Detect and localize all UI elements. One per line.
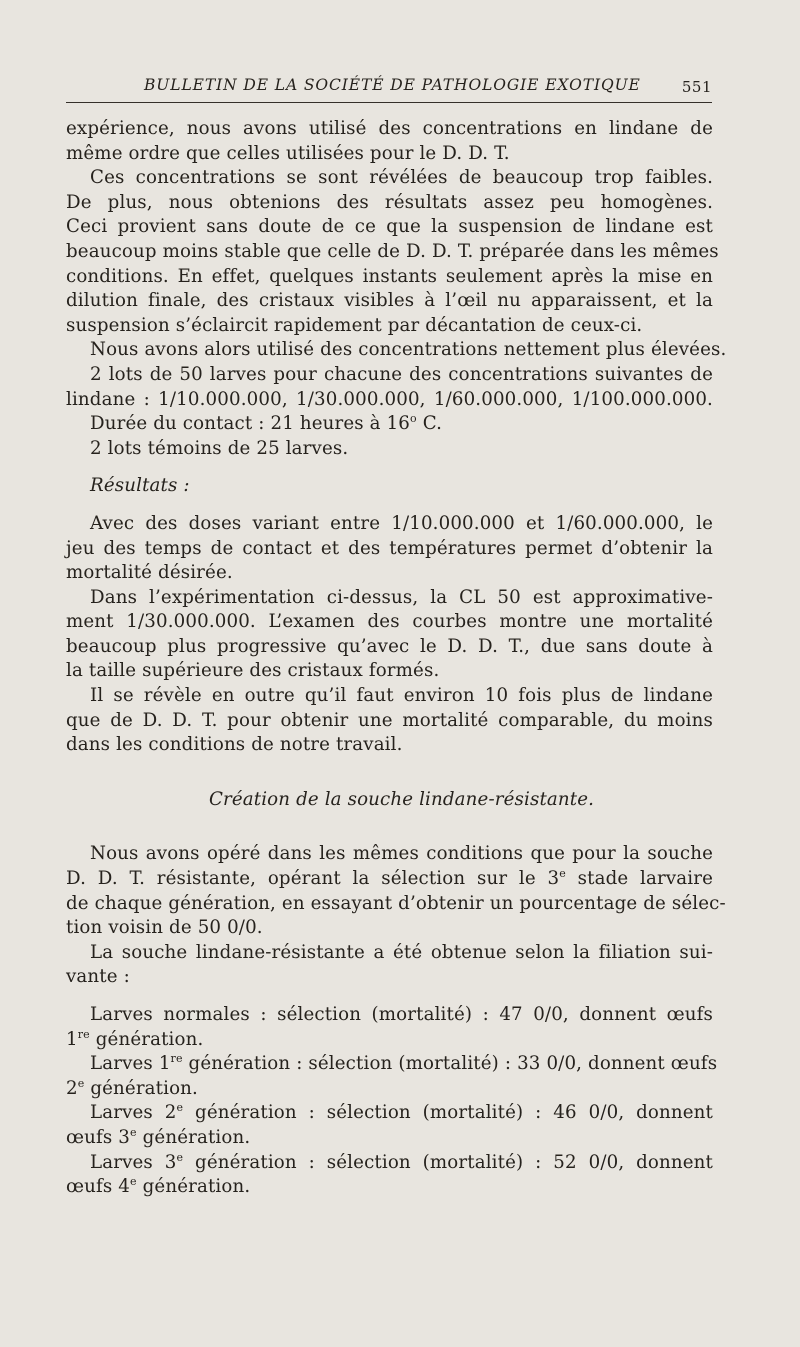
degree-superscript: o bbox=[410, 412, 417, 426]
text-fragment: Larves 2 bbox=[90, 1102, 177, 1124]
list-item bbox=[66, 1101, 713, 1150]
text-line: La souche lindane-résistante a été obtenue selon la filiation sui- bbox=[90, 941, 713, 963]
text-line: Nous avons alors utilisé des concentrations nettement plus élevées. bbox=[90, 339, 727, 361]
paragraph bbox=[66, 437, 713, 462]
text-line: de chaque génération, en essayant d’obtenir un pourcentage de sélec- bbox=[66, 892, 726, 914]
text-line: suspension s’éclaircit rapidement par décantation de ceux-ci. bbox=[66, 314, 643, 336]
list-item bbox=[66, 1003, 713, 1052]
text-line: beaucoup moins stable que celle de D. D. T. préparée dans les mêmes bbox=[66, 240, 719, 262]
paragraph bbox=[66, 684, 713, 758]
ordinal-superscript: e bbox=[130, 1175, 137, 1189]
paragraph bbox=[66, 117, 713, 166]
page-number: 551 bbox=[681, 78, 712, 96]
text-line: la taille supérieure des cristaux formés. bbox=[66, 660, 440, 682]
paragraph bbox=[66, 586, 713, 684]
text-fragment: génération. bbox=[89, 1028, 204, 1050]
text-fragment: Larves 1 bbox=[90, 1053, 171, 1075]
ordinal-superscript: e bbox=[77, 1076, 85, 1090]
text-fragment: œufs 4 bbox=[66, 1176, 131, 1198]
text-fragment: stade larvaire bbox=[565, 868, 714, 890]
text-line bbox=[66, 1052, 718, 1077]
text-line bbox=[66, 1028, 713, 1053]
text-fragment: œufs 3 bbox=[66, 1126, 131, 1148]
text-line: dans les conditions de notre travail. bbox=[66, 734, 403, 756]
text-line: Nous avons opéré dans les mêmes conditions que pour la souche bbox=[90, 843, 713, 865]
text-line: 2 lots témoins de 25 larves. bbox=[90, 437, 349, 459]
text-line: tion voisin de 50 0/0. bbox=[66, 917, 263, 939]
paragraph bbox=[66, 512, 713, 586]
paragraph bbox=[66, 338, 727, 363]
ordinal-superscript: e bbox=[176, 1150, 184, 1164]
paragraph bbox=[66, 842, 726, 940]
results-heading: Résultats : bbox=[90, 475, 190, 497]
text-fragment: génération : sélection (mortalité) : 52 0/0, donnent bbox=[183, 1151, 713, 1173]
text-line bbox=[66, 1101, 713, 1126]
text-line: expérience, nous avons utilisé des concentrations en lindane de bbox=[66, 118, 713, 139]
ordinal-superscript: re bbox=[77, 1027, 90, 1041]
spacer bbox=[66, 990, 713, 1003]
page-header bbox=[66, 76, 712, 98]
header-rule bbox=[66, 102, 712, 103]
text-fragment: 1 bbox=[66, 1028, 78, 1050]
paragraph bbox=[66, 363, 713, 412]
paragraph bbox=[66, 941, 713, 990]
text-fragment: génération : sélection (mortalité) : 33 0/0, donnent œufs bbox=[182, 1053, 718, 1075]
ordinal-superscript: re bbox=[170, 1052, 183, 1066]
text-line bbox=[66, 1126, 713, 1151]
text-line: même ordre que celles utilisées pour le D. D. T. bbox=[66, 142, 510, 164]
text-fragment: D. D. T. résistante, opérant la sélection sur le 3 bbox=[66, 868, 560, 890]
text-line: Avec des doses variant entre 1/10.000.000 et 1/60.000.000, le bbox=[90, 512, 713, 534]
list-item bbox=[66, 1151, 713, 1200]
text-line: lindane : 1/10.000.000, 1/30.000.000, 1/60.000.000, 1/100.000.000. bbox=[66, 388, 713, 410]
text-line: ment 1/30.000.000. L’examen des courbes montre une mortalité bbox=[66, 611, 713, 633]
text-fragment: 2 bbox=[66, 1077, 78, 1099]
text-line: Il se révèle en outre qu’il faut environ 10 fois plus de lindane bbox=[90, 685, 713, 707]
text-line bbox=[66, 1151, 713, 1176]
filiation-list bbox=[66, 1003, 718, 1200]
ordinal-superscript: e bbox=[130, 1125, 137, 1139]
text-fragment: C. bbox=[416, 413, 443, 435]
spacer bbox=[66, 758, 713, 788]
text-line: Ces concentrations se sont révélées de beaucoup trop faibles. bbox=[90, 167, 713, 189]
ordinal-superscript: e bbox=[176, 1101, 184, 1115]
spacer bbox=[66, 461, 713, 474]
text-line: De plus, nous obtenions des résultats assez peu homogènes. bbox=[66, 191, 713, 213]
paragraph bbox=[66, 166, 719, 338]
text-fragment: génération. bbox=[136, 1176, 251, 1198]
text-line: que de D. D. T. pour obtenir une mortalité comparable, du moins bbox=[66, 709, 713, 731]
text-line: Ceci provient sans doute de ce que la suspension de lindane est bbox=[66, 216, 713, 238]
text-line: mortalité désirée. bbox=[66, 562, 233, 584]
text-line: Dans l’expérimentation ci-dessus, la CL 50 est approximative- bbox=[90, 586, 713, 608]
ordinal-superscript: e bbox=[559, 867, 566, 881]
text-line bbox=[66, 412, 713, 437]
spacer bbox=[66, 499, 713, 512]
text-line bbox=[66, 1077, 713, 1102]
text-line: vante : bbox=[66, 966, 130, 988]
text-line: Larves normales : sélection (mortalité) : 47 0/0, donnent œufs bbox=[90, 1004, 713, 1025]
text-line bbox=[66, 867, 713, 892]
spacer bbox=[66, 812, 713, 842]
list-item bbox=[66, 1052, 718, 1101]
text-fragment: génération : sélection (mortalité) : 46 0/0, donnent bbox=[183, 1102, 713, 1124]
text-fragment: génération. bbox=[136, 1126, 251, 1148]
text-line bbox=[66, 1175, 713, 1200]
text-line: conditions. En effet, quelques instants seulement après la mise en bbox=[66, 265, 713, 287]
text-line: jeu des temps de contact et des températures permet d’obtenir la bbox=[66, 537, 713, 559]
text-line: dilution finale, des cristaux visibles à l’œil nu apparaissent, et la bbox=[66, 290, 713, 312]
text-line: beaucoup plus progressive qu’avec le D. D. T., due sans doute à bbox=[66, 635, 713, 657]
text-fragment: génération. bbox=[84, 1077, 198, 1099]
text-fragment: Durée du contact : 21 heures à 16 bbox=[90, 413, 411, 435]
text-fragment: Larves 3 bbox=[90, 1151, 177, 1173]
section-title: Création de la souche lindane-résistante. bbox=[208, 788, 595, 810]
text-line: 2 lots de 50 larves pour chacune des concentrations suivantes de bbox=[90, 363, 713, 385]
paragraph bbox=[66, 412, 713, 437]
article-body bbox=[66, 117, 727, 1200]
running-head: BULLETIN DE LA SOCIÉTÉ DE PATHOLOGIE EXOTIQUE bbox=[144, 76, 641, 94]
